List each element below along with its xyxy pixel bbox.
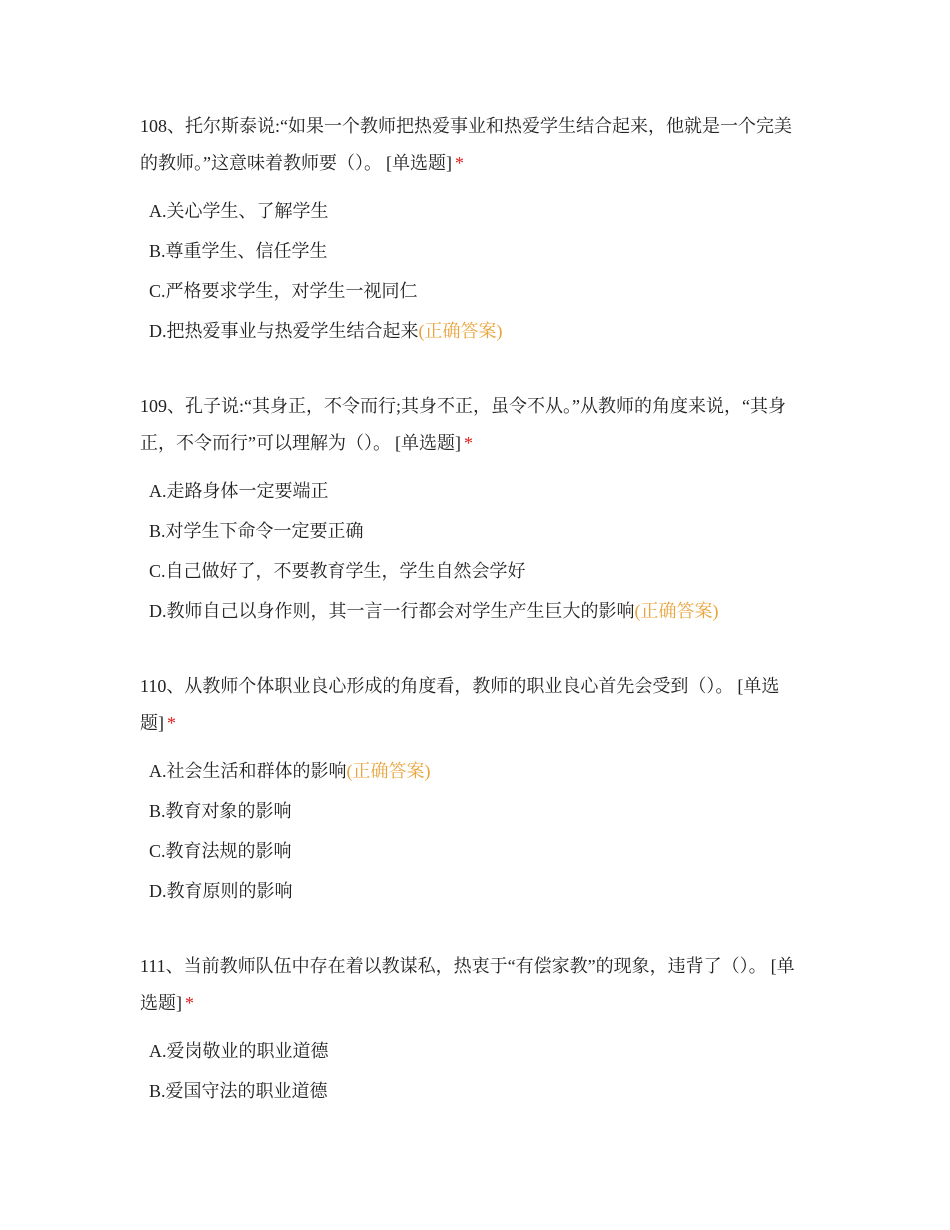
question-109 bbox=[140, 388, 805, 631]
correct-answer-tag: (正确答案) bbox=[634, 601, 719, 621]
option-label: B.教育对象的影响 bbox=[149, 801, 292, 821]
option-label: B.尊重学生、信任学生 bbox=[149, 241, 328, 261]
correct-answer-tag: (正确答案) bbox=[346, 761, 431, 781]
question-text bbox=[140, 108, 805, 182]
option-list bbox=[140, 751, 805, 911]
question-text bbox=[140, 948, 805, 1022]
option-list bbox=[140, 1031, 805, 1111]
question-number: 111、 bbox=[140, 956, 184, 976]
option-label: A.走路身体一定要端正 bbox=[149, 481, 329, 501]
question-stem: 孔子说:“其身正，不令而行;其身不正，虽令不从。”从教师的角度来说，“其身正，不令而行”可以理解为（）。 bbox=[140, 396, 786, 453]
question-type: [单选题] bbox=[395, 433, 461, 453]
question-number: 109、 bbox=[140, 396, 185, 416]
option-label: B.对学生下命令一定要正确 bbox=[149, 521, 364, 541]
question-text bbox=[140, 388, 805, 462]
option-b[interactable] bbox=[140, 511, 805, 551]
question-stem: 从教师个体职业良心形成的角度看，教师的职业良心首先会受到（）。 bbox=[184, 676, 734, 696]
option-c[interactable] bbox=[140, 271, 805, 311]
question-type: [单选题] bbox=[140, 956, 795, 1013]
option-list bbox=[140, 191, 805, 351]
option-b[interactable] bbox=[140, 231, 805, 271]
option-label: A.爱岗敬业的职业道德 bbox=[149, 1041, 329, 1061]
required-marker: * bbox=[185, 993, 194, 1013]
question-108 bbox=[140, 108, 805, 351]
option-d[interactable] bbox=[140, 591, 805, 631]
question-stem: 托尔斯泰说:“如果一个教师把热爱事业和热爱学生结合起来，他就是一个完美的教师。”这意味着教师要（）。 bbox=[140, 116, 792, 173]
question-111 bbox=[140, 948, 805, 1111]
option-label: A.社会生活和群体的影响 bbox=[149, 761, 347, 781]
option-c[interactable] bbox=[140, 551, 805, 591]
option-d[interactable] bbox=[140, 871, 805, 911]
question-stem: 当前教师队伍中存在着以教谋私，热衷于“有偿家教”的现象，违背了（）。 bbox=[183, 956, 767, 976]
option-b[interactable] bbox=[140, 1071, 805, 1111]
question-text bbox=[140, 668, 805, 742]
question-number: 110、 bbox=[140, 676, 185, 696]
question-number: 108、 bbox=[140, 116, 185, 136]
option-b[interactable] bbox=[140, 791, 805, 831]
option-a[interactable] bbox=[140, 471, 805, 511]
option-label: C.自己做好了，不要教育学生，学生自然会学好 bbox=[149, 561, 526, 581]
option-label: D.教育原则的影响 bbox=[149, 881, 293, 901]
option-label: C.教育法规的影响 bbox=[149, 841, 292, 861]
question-type: [单选题] bbox=[140, 676, 780, 733]
question-110 bbox=[140, 668, 805, 911]
required-marker: * bbox=[455, 153, 464, 173]
option-label: C.严格要求学生，对学生一视同仁 bbox=[149, 281, 418, 301]
option-a[interactable] bbox=[140, 1031, 805, 1071]
required-marker: * bbox=[464, 433, 473, 453]
option-a[interactable] bbox=[140, 751, 805, 791]
option-label: A.关心学生、了解学生 bbox=[149, 201, 329, 221]
option-label: D.把热爱事业与热爱学生结合起来 bbox=[149, 321, 419, 341]
option-d[interactable] bbox=[140, 311, 805, 351]
option-a[interactable] bbox=[140, 191, 805, 231]
option-label: D.教师自己以身作则，其一言一行都会对学生产生巨大的影响 bbox=[149, 601, 635, 621]
required-marker: * bbox=[167, 713, 176, 733]
option-list bbox=[140, 471, 805, 631]
correct-answer-tag: (正确答案) bbox=[418, 321, 503, 341]
question-type: [单选题] bbox=[386, 153, 452, 173]
option-c[interactable] bbox=[140, 831, 805, 871]
option-label: B.爱国守法的职业道德 bbox=[149, 1081, 328, 1101]
